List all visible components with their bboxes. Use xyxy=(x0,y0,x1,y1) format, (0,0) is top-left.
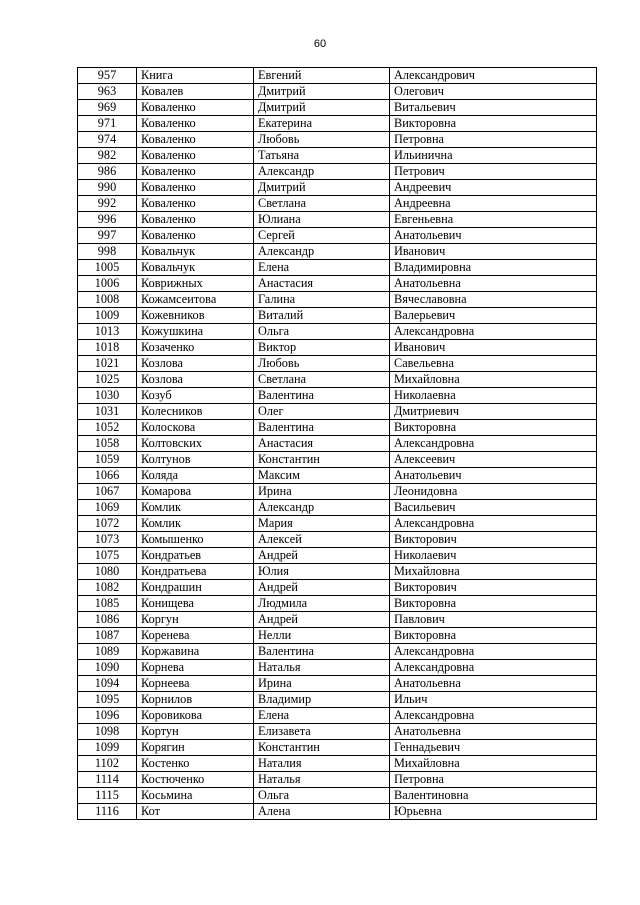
cell-first-name: Максим xyxy=(254,468,390,484)
table-row xyxy=(78,244,597,260)
cell-surname: Комышенко xyxy=(137,532,254,548)
cell-surname: Корнеева xyxy=(137,676,254,692)
cell-number: 1096 xyxy=(78,708,137,724)
table-row xyxy=(78,484,597,500)
table-row xyxy=(78,196,597,212)
cell-surname: Книга xyxy=(137,68,254,84)
cell-number: 1066 xyxy=(78,468,137,484)
cell-first-name: Елизавета xyxy=(254,724,390,740)
cell-first-name: Светлана xyxy=(254,372,390,388)
cell-number: 1116 xyxy=(78,804,137,820)
table-row xyxy=(78,180,597,196)
table-row xyxy=(78,612,597,628)
cell-patronymic: Викторовна xyxy=(390,420,597,436)
cell-surname: Кожушкина xyxy=(137,324,254,340)
cell-number: 992 xyxy=(78,196,137,212)
cell-first-name: Владимир xyxy=(254,692,390,708)
cell-first-name: Елена xyxy=(254,708,390,724)
cell-surname: Конищева xyxy=(137,596,254,612)
table-row xyxy=(78,276,597,292)
cell-first-name: Любовь xyxy=(254,132,390,148)
cell-surname: Козлова xyxy=(137,356,254,372)
table-row xyxy=(78,756,597,772)
table-row xyxy=(78,788,597,804)
cell-surname: Коваленко xyxy=(137,196,254,212)
cell-patronymic: Александровна xyxy=(390,660,597,676)
cell-surname: Коваленко xyxy=(137,116,254,132)
cell-patronymic: Анатольевна xyxy=(390,276,597,292)
cell-surname: Ковальчук xyxy=(137,260,254,276)
table-row xyxy=(78,260,597,276)
cell-first-name: Андрей xyxy=(254,612,390,628)
table-row xyxy=(78,372,597,388)
cell-number: 1073 xyxy=(78,532,137,548)
table-row xyxy=(78,212,597,228)
cell-patronymic: Александрович xyxy=(390,68,597,84)
cell-first-name: Светлана xyxy=(254,196,390,212)
cell-surname: Ковальчук xyxy=(137,244,254,260)
cell-patronymic: Олегович xyxy=(390,84,597,100)
cell-surname: Корнилов xyxy=(137,692,254,708)
table-row xyxy=(78,596,597,612)
cell-patronymic: Иванович xyxy=(390,244,597,260)
cell-first-name: Алексей xyxy=(254,532,390,548)
cell-number: 1085 xyxy=(78,596,137,612)
cell-number: 1025 xyxy=(78,372,137,388)
cell-first-name: Елена xyxy=(254,260,390,276)
cell-patronymic: Ильич xyxy=(390,692,597,708)
cell-first-name: Олег xyxy=(254,404,390,420)
table-row xyxy=(78,324,597,340)
cell-number: 969 xyxy=(78,100,137,116)
cell-surname: Коваленко xyxy=(137,132,254,148)
table-row xyxy=(78,676,597,692)
table-row xyxy=(78,772,597,788)
cell-number: 1021 xyxy=(78,356,137,372)
cell-first-name: Александр xyxy=(254,244,390,260)
cell-number: 1008 xyxy=(78,292,137,308)
cell-number: 1102 xyxy=(78,756,137,772)
table-row xyxy=(78,356,597,372)
table-row xyxy=(78,292,597,308)
cell-number: 1031 xyxy=(78,404,137,420)
cell-patronymic: Валентиновна xyxy=(390,788,597,804)
cell-number: 1006 xyxy=(78,276,137,292)
cell-surname: Коренева xyxy=(137,628,254,644)
cell-first-name: Александр xyxy=(254,164,390,180)
cell-patronymic: Михайловна xyxy=(390,756,597,772)
table-row xyxy=(78,468,597,484)
cell-first-name: Валентина xyxy=(254,388,390,404)
cell-surname: Колтунов xyxy=(137,452,254,468)
cell-surname: Коляда xyxy=(137,468,254,484)
table-row xyxy=(78,500,597,516)
cell-first-name: Татьяна xyxy=(254,148,390,164)
cell-number: 1095 xyxy=(78,692,137,708)
page-number: 60 xyxy=(313,38,327,50)
cell-patronymic: Ильинична xyxy=(390,148,597,164)
cell-patronymic: Викторовна xyxy=(390,116,597,132)
cell-number: 1089 xyxy=(78,644,137,660)
cell-patronymic: Иванович xyxy=(390,340,597,356)
cell-first-name: Андрей xyxy=(254,548,390,564)
table-row xyxy=(78,84,597,100)
cell-patronymic: Викторович xyxy=(390,580,597,596)
cell-number: 1013 xyxy=(78,324,137,340)
cell-patronymic: Михайловна xyxy=(390,372,597,388)
cell-patronymic: Александровна xyxy=(390,644,597,660)
table-row xyxy=(78,436,597,452)
cell-patronymic: Анатольевна xyxy=(390,724,597,740)
cell-patronymic: Анатольевна xyxy=(390,676,597,692)
cell-number: 990 xyxy=(78,180,137,196)
cell-surname: Коровикова xyxy=(137,708,254,724)
cell-surname: Костенко xyxy=(137,756,254,772)
cell-first-name: Дмитрий xyxy=(254,100,390,116)
table-row xyxy=(78,452,597,468)
cell-surname: Ковалев xyxy=(137,84,254,100)
cell-first-name: Юлиана xyxy=(254,212,390,228)
cell-number: 974 xyxy=(78,132,137,148)
cell-number: 1058 xyxy=(78,436,137,452)
cell-number: 997 xyxy=(78,228,137,244)
cell-surname: Кондрашин xyxy=(137,580,254,596)
table-row xyxy=(78,68,597,84)
cell-patronymic: Анатольевич xyxy=(390,468,597,484)
cell-first-name: Ирина xyxy=(254,484,390,500)
cell-number: 986 xyxy=(78,164,137,180)
cell-number: 1069 xyxy=(78,500,137,516)
cell-first-name: Людмила xyxy=(254,596,390,612)
cell-patronymic: Петрович xyxy=(390,164,597,180)
cell-number: 1082 xyxy=(78,580,137,596)
cell-number: 1080 xyxy=(78,564,137,580)
cell-patronymic: Геннадьевич xyxy=(390,740,597,756)
cell-patronymic: Александровна xyxy=(390,436,597,452)
cell-surname: Косьмина xyxy=(137,788,254,804)
table-row xyxy=(78,628,597,644)
cell-number: 1075 xyxy=(78,548,137,564)
cell-patronymic: Николаевич xyxy=(390,548,597,564)
cell-surname: Кожамсеитова xyxy=(137,292,254,308)
cell-surname: Костюченко xyxy=(137,772,254,788)
cell-surname: Корнева xyxy=(137,660,254,676)
cell-number: 1030 xyxy=(78,388,137,404)
cell-patronymic: Юрьевна xyxy=(390,804,597,820)
table-row xyxy=(78,308,597,324)
cell-surname: Коваленко xyxy=(137,164,254,180)
cell-patronymic: Вячеславовна xyxy=(390,292,597,308)
cell-number: 1094 xyxy=(78,676,137,692)
cell-surname: Кожевников xyxy=(137,308,254,324)
table-row xyxy=(78,404,597,420)
cell-surname: Коваленко xyxy=(137,180,254,196)
cell-number: 971 xyxy=(78,116,137,132)
cell-number: 1018 xyxy=(78,340,137,356)
cell-first-name: Дмитрий xyxy=(254,84,390,100)
cell-number: 996 xyxy=(78,212,137,228)
cell-first-name: Александр xyxy=(254,500,390,516)
cell-first-name: Наталия xyxy=(254,756,390,772)
roster-table xyxy=(77,67,597,820)
table-row xyxy=(78,692,597,708)
cell-number: 998 xyxy=(78,244,137,260)
cell-number: 963 xyxy=(78,84,137,100)
cell-number: 1052 xyxy=(78,420,137,436)
table-row xyxy=(78,532,597,548)
cell-surname: Комарова xyxy=(137,484,254,500)
cell-surname: Козлова xyxy=(137,372,254,388)
cell-surname: Комлик xyxy=(137,516,254,532)
cell-number: 1067 xyxy=(78,484,137,500)
cell-first-name: Наталья xyxy=(254,772,390,788)
cell-patronymic: Витальевич xyxy=(390,100,597,116)
cell-first-name: Любовь xyxy=(254,356,390,372)
roster-table-body xyxy=(78,68,597,820)
cell-surname: Коваленко xyxy=(137,100,254,116)
cell-patronymic: Викторовна xyxy=(390,628,597,644)
table-row xyxy=(78,708,597,724)
cell-surname: Корягин xyxy=(137,740,254,756)
cell-surname: Коваленко xyxy=(137,148,254,164)
cell-first-name: Ольга xyxy=(254,788,390,804)
cell-surname: Колтовских xyxy=(137,436,254,452)
cell-patronymic: Савельевна xyxy=(390,356,597,372)
cell-first-name: Евгений xyxy=(254,68,390,84)
cell-patronymic: Петровна xyxy=(390,772,597,788)
table-row xyxy=(78,340,597,356)
cell-first-name: Валентина xyxy=(254,644,390,660)
table-row xyxy=(78,804,597,820)
cell-patronymic: Дмитриевич xyxy=(390,404,597,420)
cell-patronymic: Алексеевич xyxy=(390,452,597,468)
cell-surname: Коврижных xyxy=(137,276,254,292)
cell-first-name: Константин xyxy=(254,740,390,756)
cell-surname: Козаченко xyxy=(137,340,254,356)
cell-surname: Кот xyxy=(137,804,254,820)
cell-patronymic: Андреевич xyxy=(390,180,597,196)
cell-first-name: Сергей xyxy=(254,228,390,244)
cell-first-name: Ольга xyxy=(254,324,390,340)
cell-number: 1087 xyxy=(78,628,137,644)
cell-surname: Кондратьева xyxy=(137,564,254,580)
cell-first-name: Виталий xyxy=(254,308,390,324)
cell-surname: Коргун xyxy=(137,612,254,628)
table-row xyxy=(78,148,597,164)
cell-first-name: Константин xyxy=(254,452,390,468)
cell-first-name: Ирина xyxy=(254,676,390,692)
cell-first-name: Анастасия xyxy=(254,436,390,452)
cell-first-name: Наталья xyxy=(254,660,390,676)
cell-patronymic: Петровна xyxy=(390,132,597,148)
cell-surname: Комлик xyxy=(137,500,254,516)
table-row xyxy=(78,420,597,436)
table-row xyxy=(78,388,597,404)
cell-first-name: Виктор xyxy=(254,340,390,356)
cell-number: 957 xyxy=(78,68,137,84)
cell-first-name: Галина xyxy=(254,292,390,308)
table-row xyxy=(78,100,597,116)
cell-patronymic: Васильевич xyxy=(390,500,597,516)
cell-patronymic: Андреевна xyxy=(390,196,597,212)
table-row xyxy=(78,132,597,148)
cell-number: 1059 xyxy=(78,452,137,468)
cell-patronymic: Евгеньевна xyxy=(390,212,597,228)
cell-patronymic: Владимировна xyxy=(390,260,597,276)
cell-patronymic: Александровна xyxy=(390,708,597,724)
cell-number: 1009 xyxy=(78,308,137,324)
cell-first-name: Екатерина xyxy=(254,116,390,132)
cell-number: 1114 xyxy=(78,772,137,788)
cell-first-name: Валентина xyxy=(254,420,390,436)
cell-patronymic: Павлович xyxy=(390,612,597,628)
cell-surname: Колесников xyxy=(137,404,254,420)
cell-patronymic: Александровна xyxy=(390,324,597,340)
cell-surname: Коржавина xyxy=(137,644,254,660)
cell-surname: Коваленко xyxy=(137,228,254,244)
cell-number: 1115 xyxy=(78,788,137,804)
cell-patronymic: Викторович xyxy=(390,532,597,548)
cell-patronymic: Александровна xyxy=(390,516,597,532)
cell-surname: Коваленко xyxy=(137,212,254,228)
cell-number: 1099 xyxy=(78,740,137,756)
cell-surname: Козуб xyxy=(137,388,254,404)
cell-first-name: Андрей xyxy=(254,580,390,596)
cell-number: 1072 xyxy=(78,516,137,532)
cell-number: 1005 xyxy=(78,260,137,276)
cell-first-name: Нелли xyxy=(254,628,390,644)
cell-patronymic: Валерьевич xyxy=(390,308,597,324)
table-row xyxy=(78,644,597,660)
table-row xyxy=(78,660,597,676)
cell-first-name: Анастасия xyxy=(254,276,390,292)
cell-number: 1090 xyxy=(78,660,137,676)
cell-surname: Колоскова xyxy=(137,420,254,436)
cell-patronymic: Николаевна xyxy=(390,388,597,404)
cell-first-name: Мария xyxy=(254,516,390,532)
cell-first-name: Юлия xyxy=(254,564,390,580)
table-row xyxy=(78,548,597,564)
table-row xyxy=(78,564,597,580)
table-row xyxy=(78,116,597,132)
table-row xyxy=(78,228,597,244)
table-row xyxy=(78,580,597,596)
cell-patronymic: Анатольевич xyxy=(390,228,597,244)
cell-patronymic: Леонидовна xyxy=(390,484,597,500)
cell-first-name: Дмитрий xyxy=(254,180,390,196)
cell-number: 982 xyxy=(78,148,137,164)
cell-patronymic: Михайловна xyxy=(390,564,597,580)
cell-patronymic: Викторовна xyxy=(390,596,597,612)
cell-number: 1098 xyxy=(78,724,137,740)
table-row xyxy=(78,724,597,740)
table-row xyxy=(78,164,597,180)
table-row xyxy=(78,516,597,532)
cell-first-name: Алена xyxy=(254,804,390,820)
cell-surname: Кортун xyxy=(137,724,254,740)
cell-number: 1086 xyxy=(78,612,137,628)
cell-surname: Кондратьев xyxy=(137,548,254,564)
table-row xyxy=(78,740,597,756)
